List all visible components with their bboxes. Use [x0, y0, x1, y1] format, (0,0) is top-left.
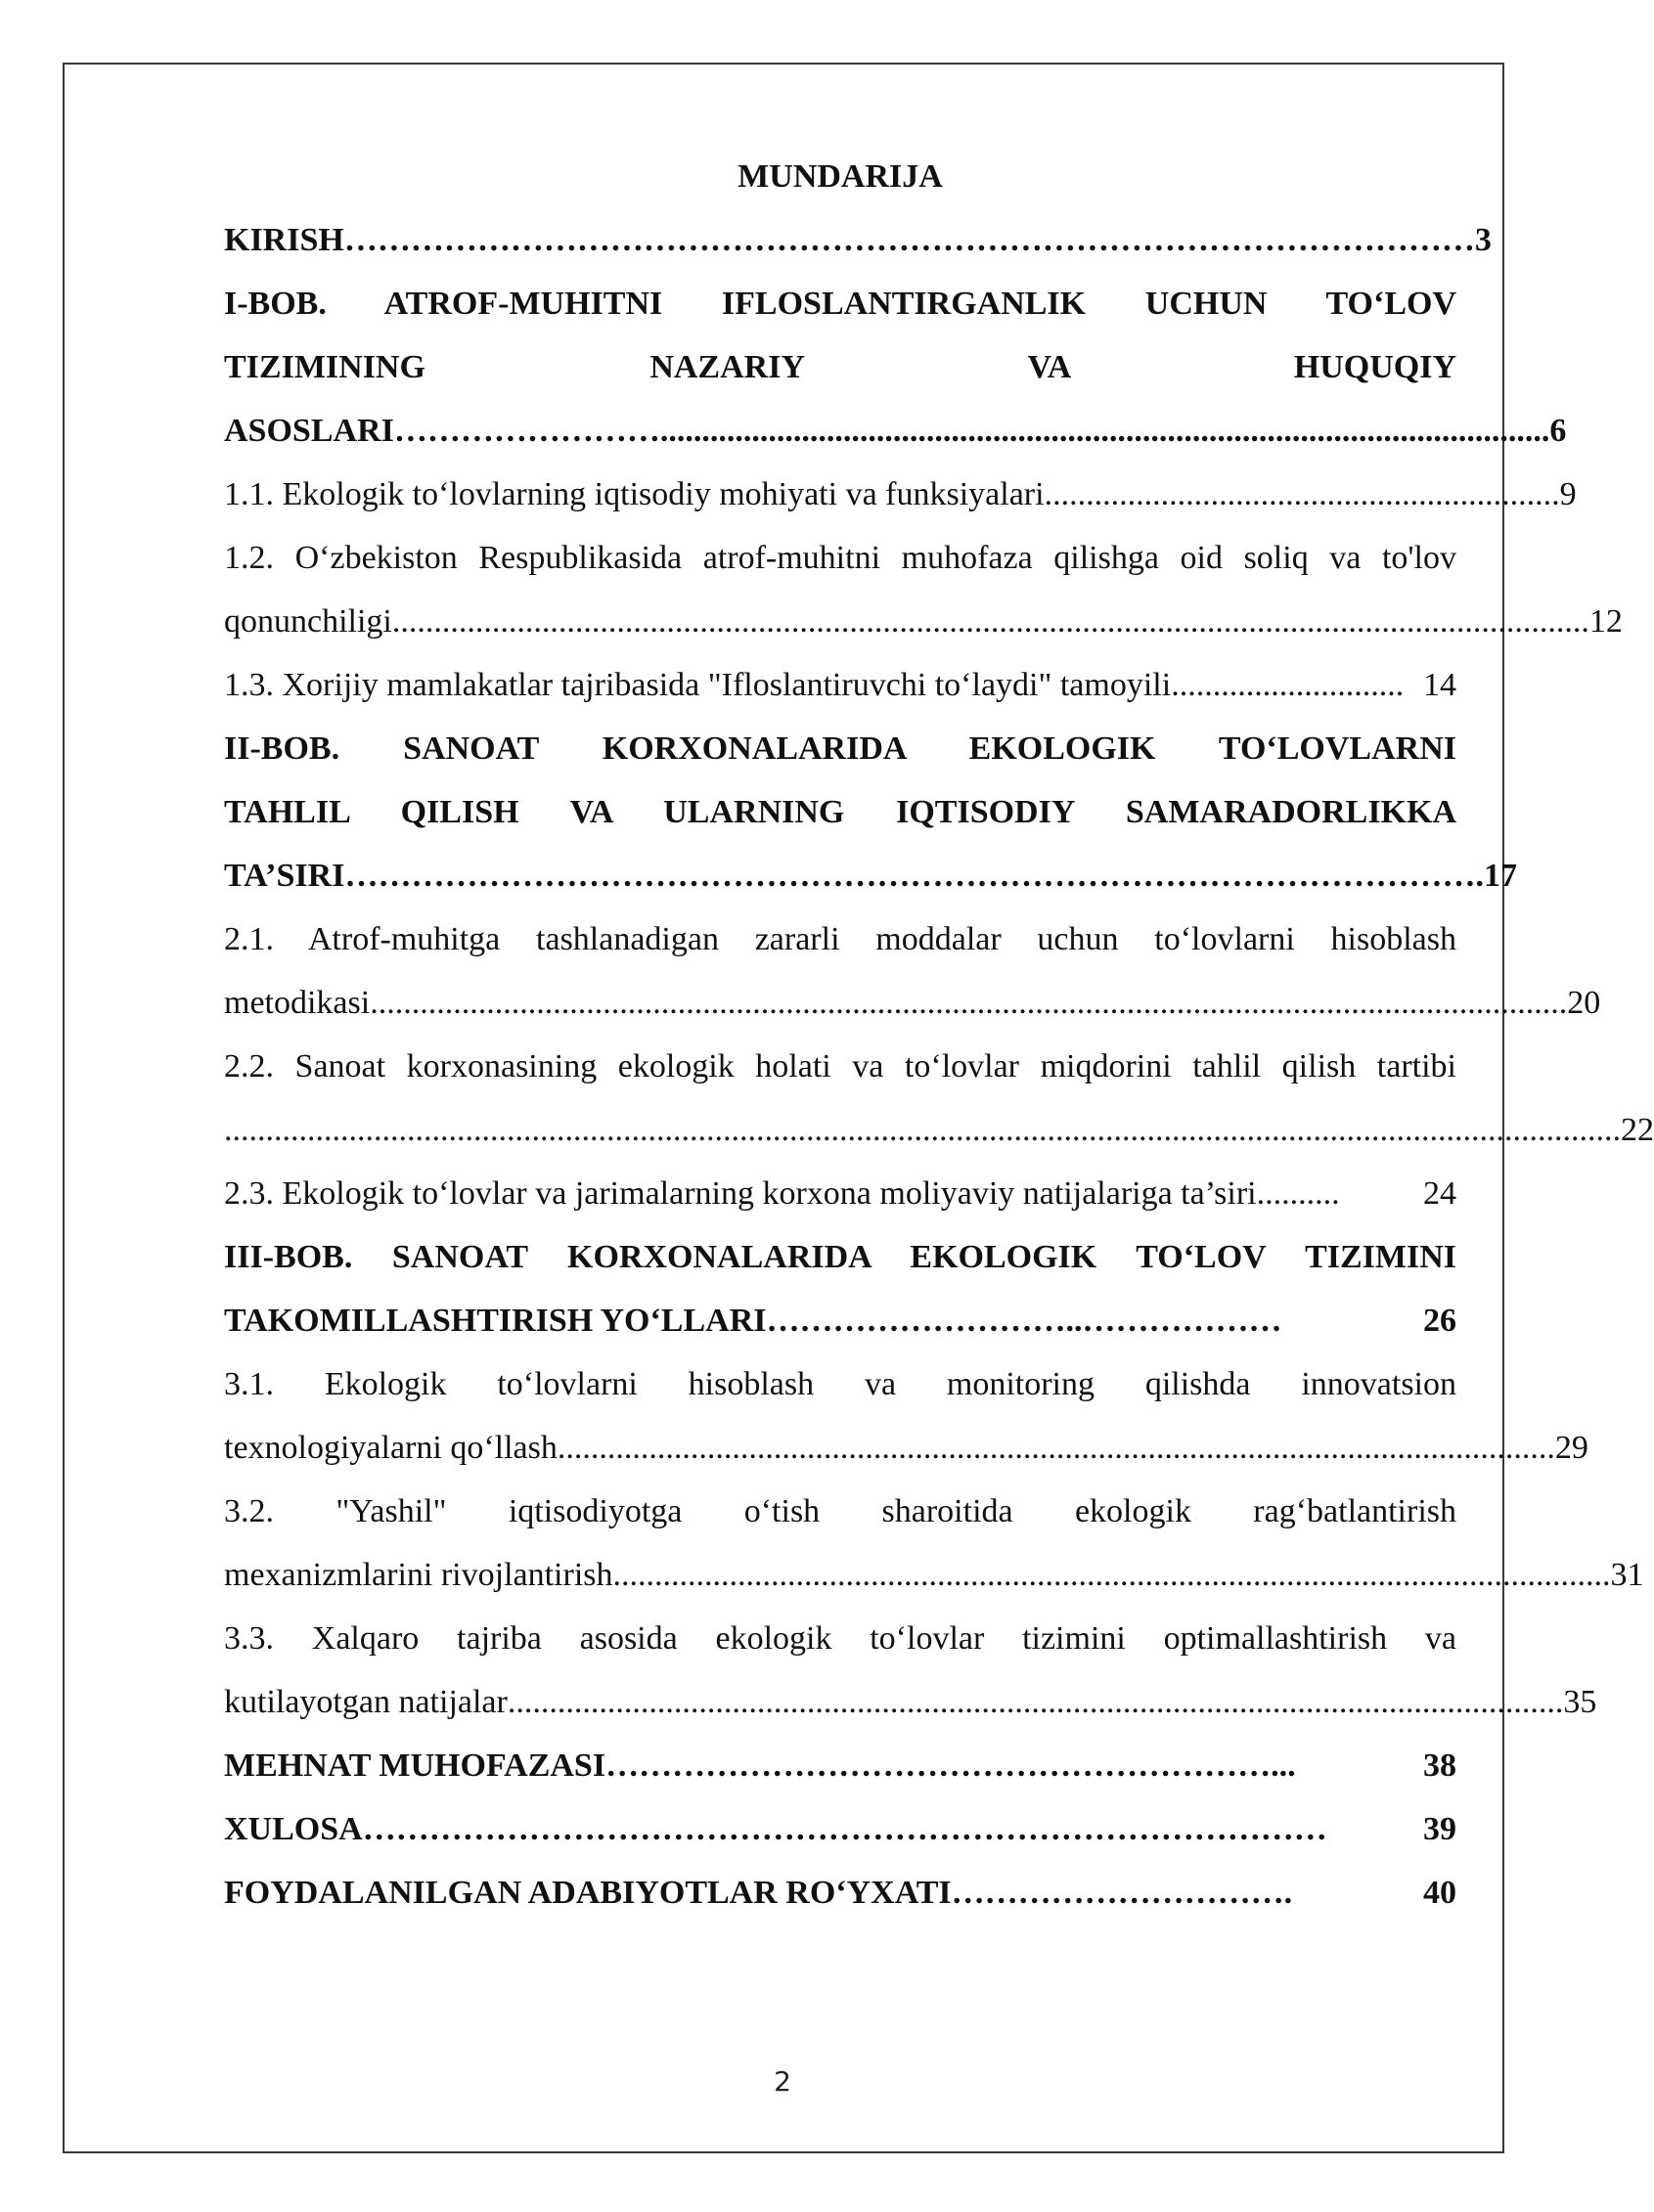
toc-section-2-2-line-1[interactable]: 2.2. Sanoat korxonasining ekologik holati va to‘lovlar miqdorini tahlil qilish tartibi [224, 1048, 1456, 1084]
toc-page-number: 20 [1567, 985, 1601, 1021]
toc-chapter-1-line-2[interactable]: TIZIMINING NAZARIY VA HUQUQIY [224, 349, 1456, 385]
toc-page-number: 14 [1423, 667, 1456, 703]
toc-entry-text: texnologiyalarni qo‘llash [224, 1430, 558, 1466]
toc-entry-text: mexanizmlarini rivojlantirish [224, 1557, 613, 1593]
toc-section-3-1-line-1[interactable]: 3.1. Ekologik to‘lovlarni hisoblash va monitoring qilishda innovatsion [224, 1366, 1456, 1402]
toc-entry-text: metodikasi [224, 985, 371, 1021]
toc-leader: ............................................................................................................................... [507, 1684, 1564, 1720]
toc-section-3-2-line-1[interactable]: 3.2. "Yashil" iqtisodiyotga o‘tish sharoitida ekologik rag‘batlantirish [224, 1493, 1456, 1529]
toc-page-number: 9 [1559, 476, 1577, 512]
toc-section-1-3[interactable] [224, 653, 1456, 717]
toc-leader: ................................................................................................................................................ [370, 985, 1568, 1021]
toc-leader: ……………………........................................................................................................... [393, 413, 1550, 449]
toc-entry-text: TA’SIRI [224, 858, 345, 894]
toc-chapter-1-line-1[interactable]: I-BOB. ATROF-MUHITNI IFLOSLANTIRGANLIK UCHUN TO‘LOV [224, 286, 1456, 322]
toc-leader: ........................................................................................................................................................................ [224, 1112, 1621, 1148]
toc-leader: ........................................................................................................................ [612, 1557, 1611, 1593]
toc-chapter-2-line-2[interactable]: TAHLIL QILISH VA ULARNING IQTISODIY SAMARADORLIKKA [224, 794, 1456, 830]
toc-section-3-1-line-2[interactable] [224, 1416, 1588, 1480]
toc-chapter-1-line-3[interactable] [224, 399, 1567, 463]
toc-page-number: 24 [1423, 1175, 1456, 1212]
toc-entry-adabiyotlar[interactable] [224, 1861, 1456, 1924]
toc-leader: .......... [1256, 1175, 1340, 1212]
toc-leader: ................................................................................................................................................ [391, 603, 1589, 640]
toc-entry-kirish[interactable] [224, 208, 1492, 272]
toc-section-2-3[interactable] [224, 1162, 1456, 1225]
toc-page-number: 31 [1610, 1557, 1644, 1593]
toc-page-number: 35 [1563, 1684, 1597, 1720]
toc-leader: ……………………………………………………... [605, 1747, 1296, 1784]
toc-section-3-3-line-2[interactable] [224, 1670, 1597, 1734]
toc-page-number: 3 [1474, 222, 1492, 258]
toc-entry-text: XULOSA [224, 1811, 363, 1847]
toc-page-number: 39 [1423, 1811, 1456, 1847]
toc-leader: ............................ [1171, 667, 1405, 703]
toc-page-number: 12 [1588, 603, 1623, 640]
toc-page-number: 38 [1423, 1747, 1456, 1784]
toc-page-number: 26 [1423, 1303, 1456, 1339]
toc-section-1-2-line-2[interactable] [224, 590, 1623, 653]
toc-entry-xulosa[interactable] [224, 1797, 1456, 1861]
toc-section-3-2-line-2[interactable] [224, 1543, 1644, 1607]
toc-leader: …………………………. [951, 1875, 1293, 1911]
toc-entry-text: FOYDALANILGAN ADABIYOTLAR RO‘YXATI [224, 1875, 952, 1911]
toc-leader: ........................................................................................................................ [557, 1430, 1555, 1466]
toc-section-2-1-line-2[interactable] [224, 971, 1601, 1035]
toc-page-number: 40 [1423, 1875, 1456, 1911]
toc-chapter-2-line-1[interactable]: II-BOB. SANOAT KORXONALARIDA EKOLOGIK TO‘LOVLARNI [224, 730, 1456, 767]
toc-entry-text: 1.3. Xorijiy mamlakatlar tajribasida "Ifloslantiruvchi to‘laydi" tamoyili [224, 667, 1172, 703]
toc-section-1-1[interactable] [224, 463, 1577, 526]
toc-page-number: 6 [1549, 413, 1567, 449]
toc-page-number: 17 [1483, 858, 1517, 894]
toc-section-1-2-line-1[interactable]: 1.2. O‘zbekiston Respublikasida atrof-muhitni muhofaza qilishga oid soliq va to'lov [224, 540, 1456, 576]
toc-leader: ………………………..……………… [766, 1303, 1282, 1339]
toc-chapter-3-line-1[interactable]: III-BOB. SANOAT KORXONALARIDA EKOLOGIK TO‘LOV TIZIMINI [224, 1239, 1456, 1275]
toc-leader: ………………………………………………………………………………………… [343, 222, 1475, 258]
toc-chapter-3-line-2[interactable] [224, 1289, 1456, 1352]
toc-entry-text: MEHNAT MUHOFAZASI [224, 1747, 606, 1784]
page-number: 2 [774, 2065, 791, 2098]
table-of-contents [224, 145, 1654, 1924]
toc-entry-text: KIRISH [224, 222, 344, 258]
toc-title: MUNDARIJA [738, 158, 943, 195]
toc-leader: …………………………………………………………………………………………. [344, 858, 1484, 894]
toc-chapter-2-line-3[interactable] [224, 844, 1517, 907]
toc-section-2-2-line-2[interactable] [224, 1098, 1654, 1162]
toc-entry-mehnat[interactable] [224, 1734, 1456, 1797]
toc-page-number: 29 [1554, 1430, 1588, 1466]
toc-leader: …………………………………………………………………………… [362, 1811, 1327, 1847]
toc-leader: .............................................................. [1044, 476, 1560, 512]
toc-section-3-3-line-1[interactable]: 3.3. Xalqaro tajriba asosida ekologik to‘lovlar tizimini optimallashtirish va [224, 1620, 1456, 1657]
toc-entry-text: qonunchiligi [224, 603, 392, 640]
toc-section-2-1-line-1[interactable]: 2.1. Atrof-muhitga tashlanadigan zararli moddalar uchun to‘lovlarni hisoblash [224, 921, 1456, 957]
toc-entry-text: 2.3. Ekologik to‘lovlar va jarimalarning korxona moliyaviy natijalariga ta’siri [224, 1175, 1257, 1212]
toc-entry-text: kutilayotgan natijalar [224, 1684, 508, 1720]
toc-page-number: 22 [1621, 1112, 1654, 1148]
toc-entry-text: ASOSLARI [224, 413, 394, 449]
toc-entry-text: TAKOMILLASHTIRISH YO‘LLARI [224, 1303, 767, 1339]
toc-entry-text: 1.1. Ekologik to‘lovlarning iqtisodiy mohiyati va funksiyalari [224, 476, 1045, 512]
